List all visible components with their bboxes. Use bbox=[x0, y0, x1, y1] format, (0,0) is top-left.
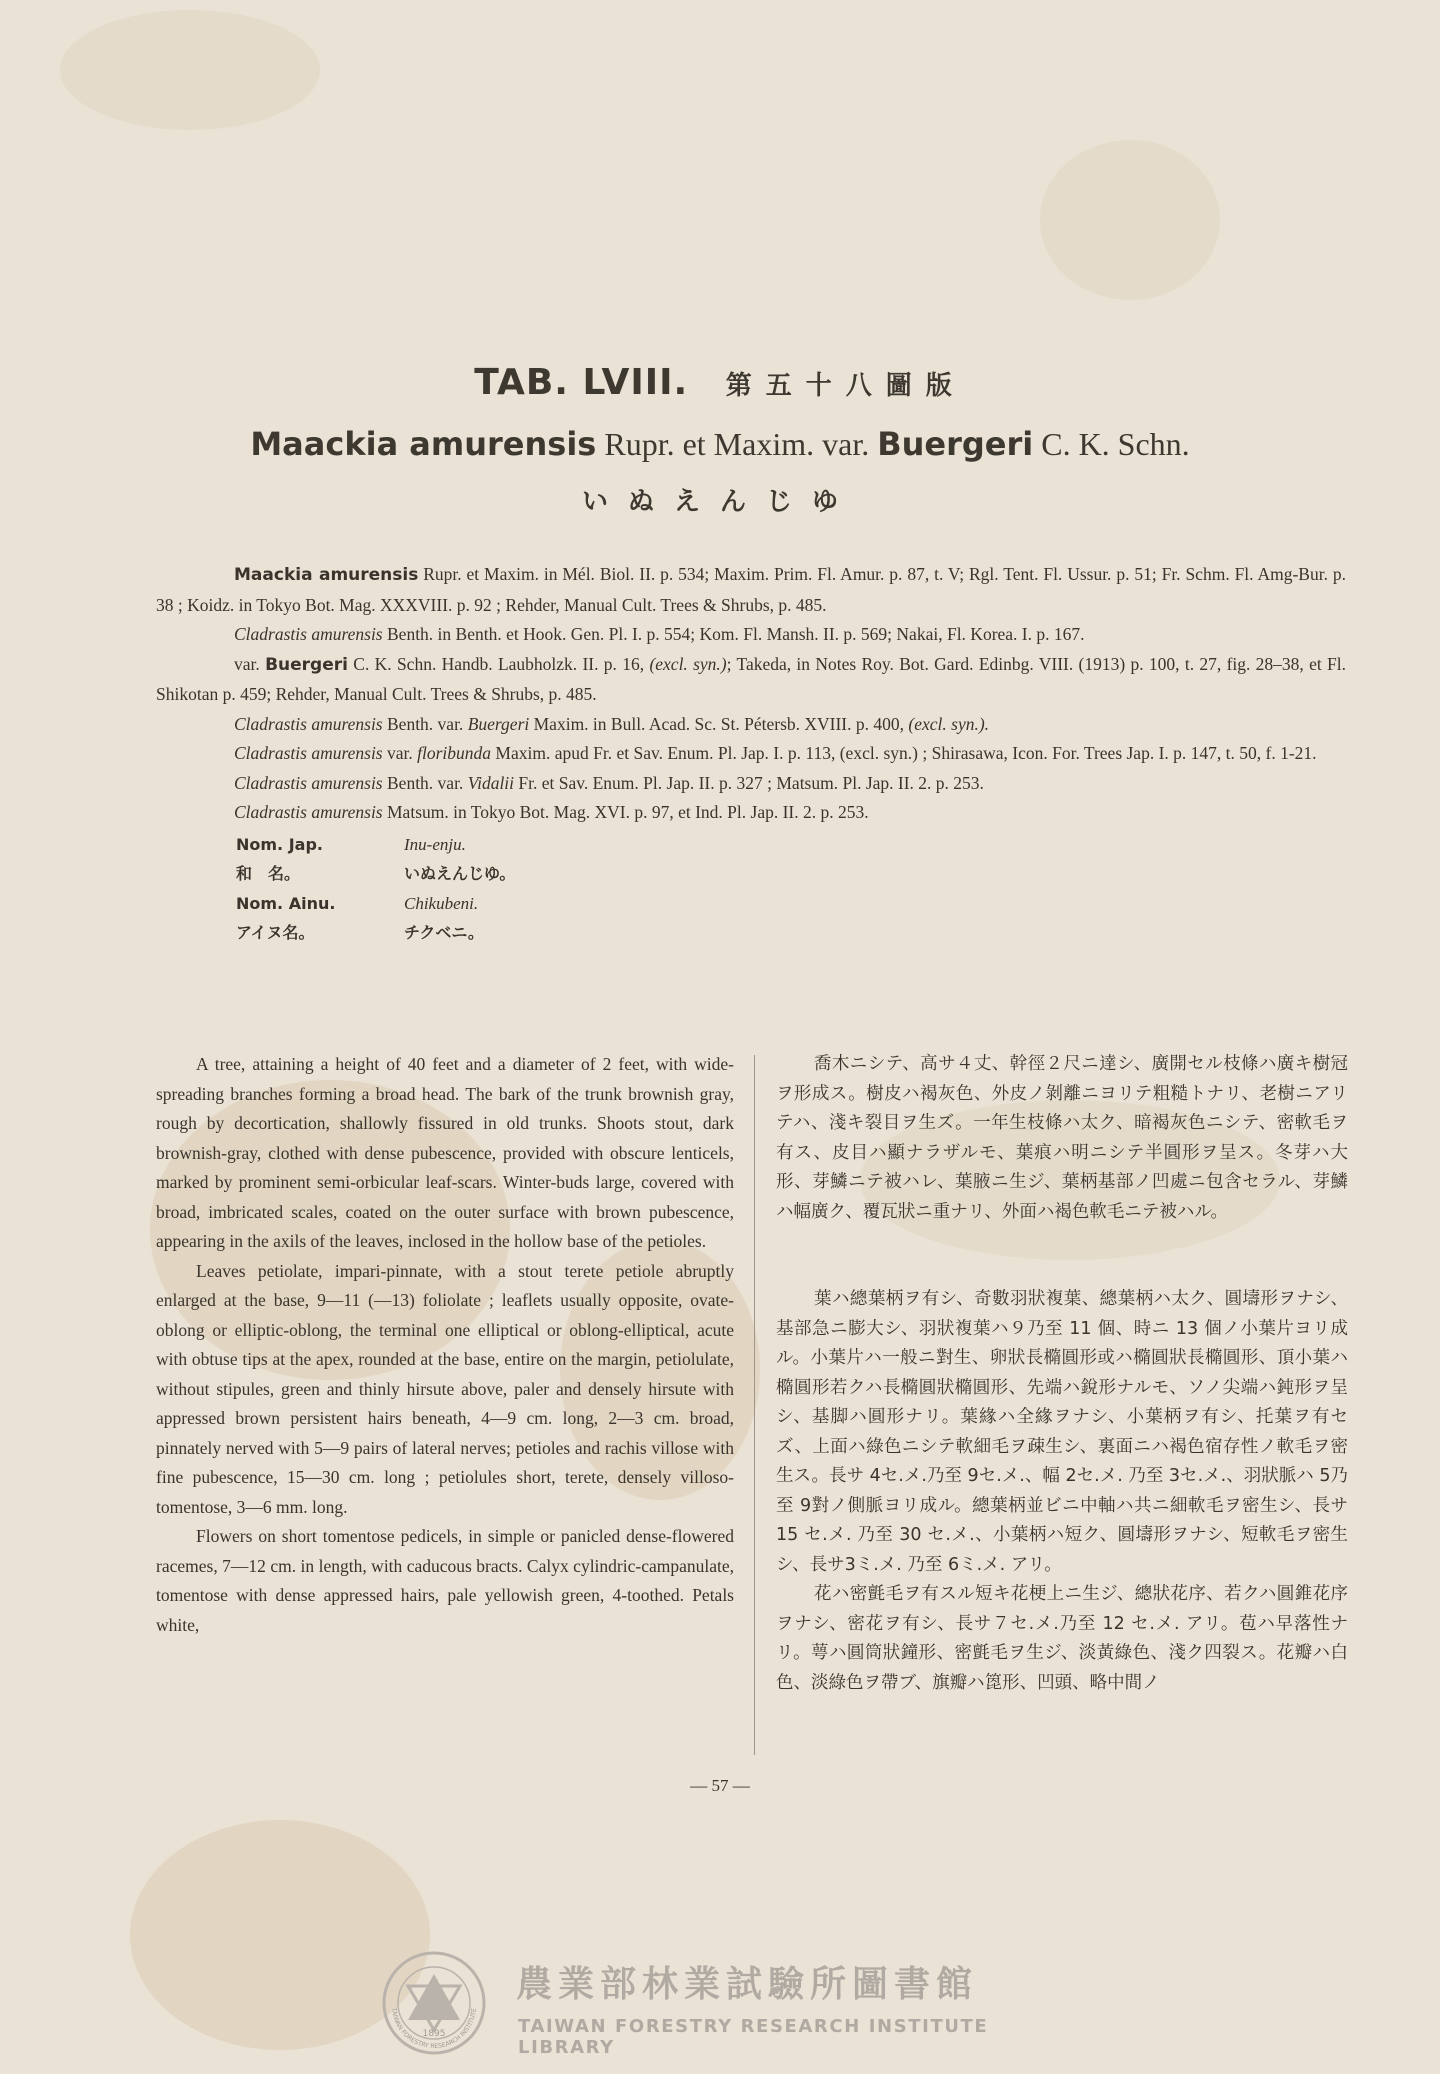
nom-ainu-value: Chikubeni. bbox=[404, 893, 479, 913]
seal-year: 1895 bbox=[422, 2029, 446, 2039]
wamei-label: 和 名。 bbox=[236, 864, 301, 883]
synonym-entry bbox=[156, 560, 1346, 620]
synonym-variety: Vidalii bbox=[467, 772, 515, 793]
plate-header bbox=[0, 362, 1440, 518]
synonym-entry bbox=[156, 620, 1346, 650]
synonym-name: Cladrastis amurensis bbox=[234, 624, 383, 644]
plate-number-jp: 第五十八圖版 bbox=[725, 371, 966, 401]
description-paragraph: 喬木ニシテ、高サ４丈、幹徑２尺ニ達シ、廣開セル枝條ハ廣キ樹冠ヲ形成ス。樹皮ハ褐灰色、外皮ノ剝離ニヨリテ粗糙トナリ、老樹ニアリテハ、淺キ裂目ヲ生ズ。一年生枝條ハ太ク、暗褐灰色ニシテ、密軟毛ヲ有ス、皮目ハ顯ナラザルモ、葉痕ハ明ニシテ半圓形ヲ呈ス。冬芽ハ大形、芽鱗ニテ被ハレ、葉腋ニ生ジ、葉柄基部ノ凹處ニ包含セラル、芽鱗ハ幅廣ク、覆瓦狀ニ重ナリ、外面ハ褐色軟毛ニテ被ハル。 bbox=[776, 1054, 1348, 1222]
ainu-value: チクベニ。 bbox=[404, 923, 484, 942]
species-title bbox=[0, 425, 1440, 463]
plate-title bbox=[0, 362, 1440, 403]
name-row bbox=[236, 889, 1346, 919]
species-authority: Rupr. et Maxim. var. bbox=[604, 426, 870, 462]
synonym-entry bbox=[156, 798, 1346, 828]
synonym-entry bbox=[156, 769, 1346, 799]
synonym-citation: Benth. in Benth. et Hook. Gen. Pl. I. p. 554; Kom. Fl. Mansh. II. p. 569; Nakai, Fl. Korea. I. p. 167. bbox=[387, 624, 1085, 644]
page-number: — 57 — bbox=[690, 1776, 750, 1795]
synonym-name: Cladrastis amurensis bbox=[234, 743, 383, 763]
variety-name: Buergeri bbox=[877, 425, 1034, 463]
synonym-entry bbox=[156, 710, 1346, 740]
plate-number: TAB. LVIII. bbox=[474, 362, 689, 403]
synonym-citation: Matsum. in Tokyo Bot. Mag. XVI. p. 97, et Ind. Pl. Jap. II. 2. p. 253. bbox=[387, 802, 869, 822]
japanese-common-name: いぬえんじゆ bbox=[581, 487, 858, 517]
paper-stain bbox=[60, 10, 320, 130]
nom-jap-label: Nom. Jap. bbox=[236, 834, 323, 854]
synonym-exclusion: (excl. syn.). bbox=[908, 713, 990, 734]
description-paragraph: 葉ハ總葉柄ヲ有シ、奇數羽狀複葉、總葉柄ハ太ク、圓壔形ヲナシ、基部急ニ膨大シ、羽狀複葉ハ９乃至 11 個、時ニ 13 個ノ小葉片ヨリ成ル。小葉片ハ一般ニ對生、卵狀長橢圓形或ハ橢圓狀長橢圓形、頂小葉ハ橢圓形若クハ長橢圓狀橢圓形、先端ハ銳形ナルモ、ソノ尖端ハ鈍形ヲ呈シ、基脚ハ圓形ナリ。葉緣ハ全緣ヲナシ、小葉柄ヲ有シ、托葉ヲ有セズ、上面ハ綠色ニシテ軟細毛ヲ疎生シ、裏面ニハ褐色宿存性ノ軟毛ヲ密生ス。長サ 4セ.メ.乃至 9セ.メ.、幅 2セ.メ. 乃至 3セ.メ.、羽狀脈ハ 5乃至 9對ノ側脈ヨリ成ル。總葉柄並ビニ中軸ハ共ニ細軟毛ヲ密生シ、長サ 15 セ.メ. 乃至 30 セ.メ.、小葉柄ハ短ク、圓壔形ヲナシ、短軟毛ヲ密生シ、長サ3ミ.メ. 乃至 6ミ.メ. アリ。 bbox=[776, 1289, 1348, 1575]
synonym-name: Cladrastis amurensis bbox=[234, 802, 383, 822]
variety-authority: C. K. Schn. bbox=[1041, 426, 1190, 462]
synonym-citation: Rupr. et Maxim. in Mél. Biol. II. p. 534; Maxim. Prim. Fl. Amur. p. 87, t. V; Rgl. Tent. Fl. Ussur. p. 51; Fr. Schm. Fl. Amg-Bur. p. 38 ; Koidz. in Tokyo Bot. Mag. XXXVIII. p. 92 ; Rehder, Manual Cult. Trees & Shrubs, p. 485. bbox=[156, 564, 1346, 615]
ainu-label: アイヌ名。 bbox=[236, 923, 315, 942]
synonym-citation: Benth. var. bbox=[387, 713, 464, 734]
wamei-value: いぬえんじゆ。 bbox=[404, 864, 516, 883]
paper-stain bbox=[1040, 140, 1220, 300]
library-seal-icon bbox=[376, 1948, 496, 2058]
species-name: Maackia amurensis bbox=[250, 425, 597, 463]
name-row bbox=[236, 918, 1346, 948]
description-paragraph: Flowers on short tomentose pedicels, in simple or panicled dense-flowered racemes, 7—12 cm. in length, with caducous bracts. Calyx cylindric-campanulate, tomentose with dense appressed hairs, pale yellowish green, 4-toothed. Petals white, bbox=[156, 1526, 734, 1635]
synonym-name: Cladrastis amurensis bbox=[234, 772, 383, 793]
synonym-citation: ; Takeda, in Notes Roy. Bot. Gard. Edinbg. VIII. (1913) p. 100, t. 27, fig. 28–38, et Fl. Shikotan p. 459; Rehder, Manual Cult. Trees & Shrubs, p. 485. bbox=[156, 653, 1347, 704]
synonym-citation: Benth. var. bbox=[387, 772, 464, 793]
synonym-citation: C. K. Schn. Handb. Laubholzk. II. p. 16, bbox=[353, 653, 645, 674]
name-row bbox=[236, 859, 1346, 889]
nom-ainu-label: Nom. Ainu. bbox=[236, 893, 336, 913]
description-paragraph: Leaves petiolate, impari-pinnate, with a stout terete petiole abruptly enlarged at the base, 9—11 (—13) foliolate ; leaflets usually opposite, ovate-oblong or elliptic-oblong, the terminal one elliptical or oblong-elliptical, acute with obtuse tips at the apex, rounded at the base, entire on the margin, petiolulate, without stipules, green and thinly hirsute above, paler and densely hirsute with appressed brown persistent hairs beneath, 4—9 cm. long, 2—3 cm. broad, pinnately nerved with 5—9 pairs of lateral nerves; petioles and rachis villose with fine pubescence, 15—30 cm. long ; petiolules short, terete, densely villoso-tomentose, 3—6 mm. long. bbox=[156, 1260, 734, 1517]
synonym-citation: Maxim. apud Fr. et Sav. Enum. Pl. Jap. I. p. 113, (excl. syn.) ; Shirasawa, Icon. For. Trees Jap. I. p. 147, t. 50, f. 1-21. bbox=[495, 743, 1317, 763]
english-description bbox=[156, 1050, 734, 1640]
synonym-name: Cladrastis amurensis bbox=[234, 713, 383, 734]
synonymy-section bbox=[156, 560, 1346, 948]
library-name-cjk: 農業部林業試驗所圖書館 bbox=[516, 1964, 979, 2005]
synonym-entry bbox=[156, 739, 1346, 769]
synonym-name: Buergeri bbox=[265, 654, 348, 675]
description-paragraph: 花ハ密氈毛ヲ有スル短キ花梗上ニ生ジ、總狀花序、若クハ圓錐花序ヲナシ、密花ヲ有シ、長サ７セ.メ.乃至 12 セ.メ. アリ。苞ハ早落性ナリ。萼ハ圓筒狀鐘形、密氈毛ヲ生ジ、淡黃綠色、淺ク四裂ス。花瓣ハ白色、淡綠色ヲ帶ブ、旗瓣ハ箆形、凹頭、略中間ノ bbox=[776, 1584, 1348, 1693]
vernacular-names bbox=[236, 830, 1346, 948]
synonym-citation: Fr. et Sav. Enum. Pl. Jap. II. p. 327 ; Matsum. Pl. Jap. II. 2. p. 253. bbox=[518, 772, 984, 793]
synonym-citation: var. bbox=[387, 743, 413, 763]
name-row bbox=[236, 830, 1346, 860]
library-name-en: TAIWAN FORESTRY RESEARCH INSTITUTE LIBRARY bbox=[518, 2016, 989, 2058]
seal-ring-textpath: TAIWAN FORESTRY RESEARCH INSTITUTE bbox=[390, 2007, 478, 2051]
column-divider bbox=[754, 1055, 755, 1755]
synonym-exclusion: (excl. syn.) bbox=[649, 653, 727, 674]
synonym-prefix: var. bbox=[234, 653, 260, 674]
synonym-variety: floribunda bbox=[417, 743, 492, 763]
synonym-citation: Maxim. in Bull. Acad. Sc. St. Pétersb. XVIII. p. 400, bbox=[533, 713, 905, 734]
synonym-name: Maackia amurensis bbox=[234, 565, 419, 585]
synonym-entry bbox=[156, 650, 1346, 710]
japanese-description bbox=[776, 1050, 1348, 1698]
synonym-variety: Buergeri bbox=[467, 713, 530, 734]
nom-jap-value: Inu-enju. bbox=[404, 834, 466, 854]
description-paragraph: A tree, attaining a height of 40 feet and a diameter of 2 feet, with wide-spreading branches forming a broad head. The bark of the trunk brownish gray, rough by decortication, shallowly fissured in old trunks. Shoots stout, dark brownish-gray, clothed with dense pubescence, provided with obscure lenticels, marked by prominent semi-orbicular leaf-scars. Winter-buds large, covered with broad, imbricated scales, coated on the outer surface with brown pubescence, appearing in the axils of the leaves, inclosed in the hollow base of the petioles. bbox=[156, 1054, 734, 1251]
library-watermark bbox=[376, 1948, 1076, 2058]
